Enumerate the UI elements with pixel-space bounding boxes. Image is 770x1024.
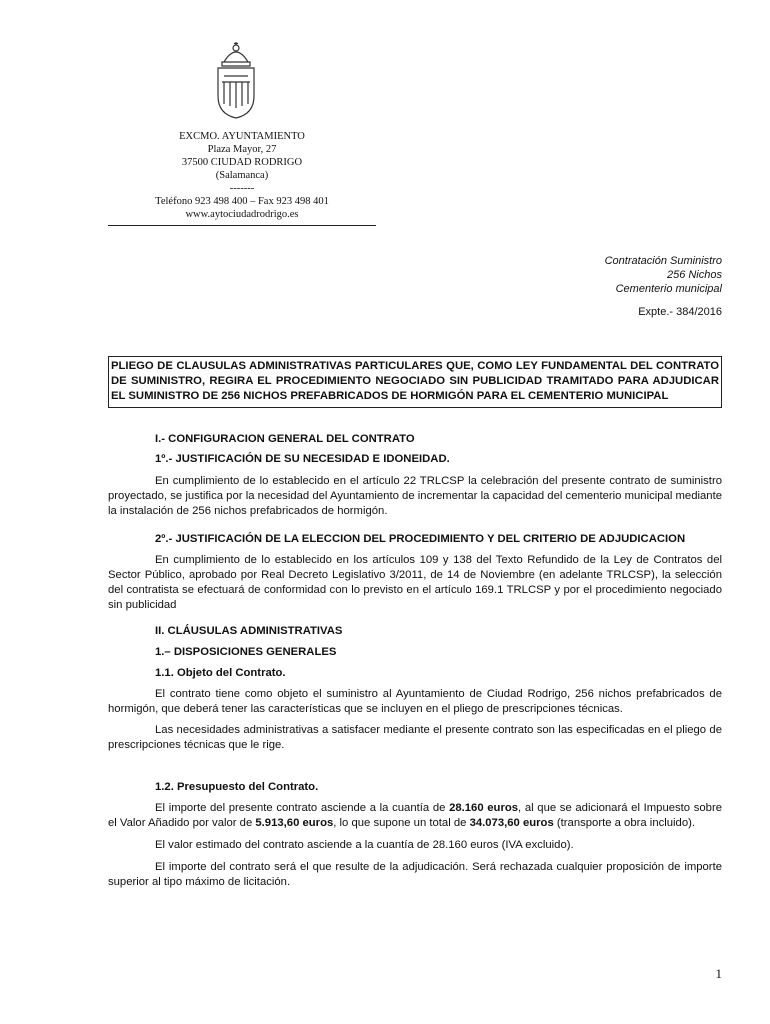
section-2-1-2-text-3: El importe del contrato será el que resulte de la adjudicación. Será rechazada cualquier proposición de importe superior al tipo máximo de licitación. bbox=[108, 861, 722, 888]
website: www.aytociudadrodrigo.es bbox=[185, 209, 299, 220]
section-2-1-2-text-2: El valor estimado del contrato asciende a la cuantía de 28.160 euros (IVA excluido). bbox=[155, 839, 574, 851]
letterhead-separator: ------- bbox=[229, 183, 255, 194]
budget-text-a: El importe del presente contrato asciende a la cuantía de bbox=[155, 802, 450, 814]
section-2-1-heading: 1.– DISPOSICIONES GENERALES bbox=[155, 646, 337, 658]
reference-line-1: Contratación Suministro bbox=[604, 255, 722, 267]
budget-text-g: (transporte a obra incluido). bbox=[553, 817, 696, 829]
province: (Salamanca) bbox=[215, 170, 269, 181]
section-2-1-1-heading: 1.1. Objeto del Contrato. bbox=[155, 667, 286, 679]
budget-total-amount: 34.073,60 euros bbox=[469, 817, 554, 829]
coat-of-arms-logo bbox=[210, 40, 262, 120]
section-2-heading: II. CLÁUSULAS ADMINISTRATIVAS bbox=[155, 625, 343, 637]
city-address: 37500 CIUDAD RODRIGO bbox=[181, 157, 303, 168]
section-2-1-1-text-1: El contrato tiene como objeto el suministro al Ayuntamiento de Ciudad Rodrigo, 256 nichos prefabricados de hormigón, que deberá tener las características que se incluyen en el pliego de prescripciones técnicas. bbox=[108, 688, 722, 715]
document-title: PLIEGO DE CLAUSULAS ADMINISTRATIVAS PARTICULARES QUE, COMO LEY FUNDAMENTAL DEL CONTRATO DE SUMINISTRO, REGIRA EL PROCEDIMIENTO NEGOCIADO SIN PUBLICIDAD TRAMITADO PARA ADJUDICAR EL SUMINISTRO DE 256 NICHOS PREFABRICADOS DE HORMIGÓN PARA EL CEMENTERIO MUNICIPAL bbox=[108, 356, 722, 408]
phone-fax: Teléfono 923 498 400 – Fax 923 498 401 bbox=[155, 196, 329, 207]
section-1-2-heading: 2º.- JUSTIFICACIÓN DE LA ELECCION DEL PROCEDIMIENTO Y DEL CRITERIO DE ADJUDICACION bbox=[155, 533, 686, 545]
budget-text-e: , lo que supone un total de bbox=[333, 817, 470, 829]
street-address: Plaza Mayor, 27 bbox=[207, 144, 277, 155]
section-1-1-heading: 1º.- JUSTIFICACIÓN DE SU NECESIDAD E IDONEIDAD. bbox=[155, 453, 450, 465]
letterhead-rule bbox=[108, 225, 376, 226]
org-name: EXCMO. AYUNTAMIENTO bbox=[179, 131, 305, 142]
budget-text-c: , al que se adicionará el Impuesto sobre el Valor Añadido por valor de bbox=[108, 802, 722, 829]
section-2-1-2-text-1 bbox=[108, 801, 722, 831]
document-body bbox=[108, 428, 722, 890]
reference-line-2: 256 Nichos bbox=[666, 269, 722, 281]
reference-block bbox=[605, 254, 722, 296]
reference-line-3: Cementerio municipal bbox=[615, 283, 722, 295]
budget-vat-amount: 5.913,60 euros bbox=[255, 817, 334, 829]
budget-base-amount: 28.160 euros bbox=[449, 802, 519, 814]
section-2-1-2-heading: 1.2. Presupuesto del Contrato. bbox=[155, 781, 319, 793]
file-number: Expte.- 384/2016 bbox=[638, 306, 722, 318]
page-number: 1 bbox=[715, 966, 722, 981]
letterhead bbox=[108, 130, 376, 221]
section-1-1-text: En cumplimiento de lo establecido en el artículo 22 TRLCSP la celebración del presente contrato de suministro proyectado, se justifica por la necesidad del Ayuntamiento de incrementar la capacidad del cementerio municipal mediante la instalación de 256 nichos prefabricados de hormigón. bbox=[108, 475, 722, 517]
section-1-2-text: En cumplimiento de lo establecido en los artículos 109 y 138 del Texto Refundido de la Ley de Contratos del Sector Público, aprobado por Real Decreto Legislativo 3/2011, de 14 de Noviembre (en adelante TRLCSP), la selección del contratista se efectuará de conformidad con lo previsto en el artículo 169.1 TRLCSP y por el procedimiento negociado sin publicidad bbox=[108, 554, 722, 611]
section-1-heading: I.- CONFIGURACION GENERAL DEL CONTRATO bbox=[155, 433, 415, 445]
section-2-1-1-text-2: Las necesidades administrativas a satisfacer mediante el presente contrato son las especificadas en el pliego de prescripciones técnicas que le rige. bbox=[108, 724, 722, 751]
